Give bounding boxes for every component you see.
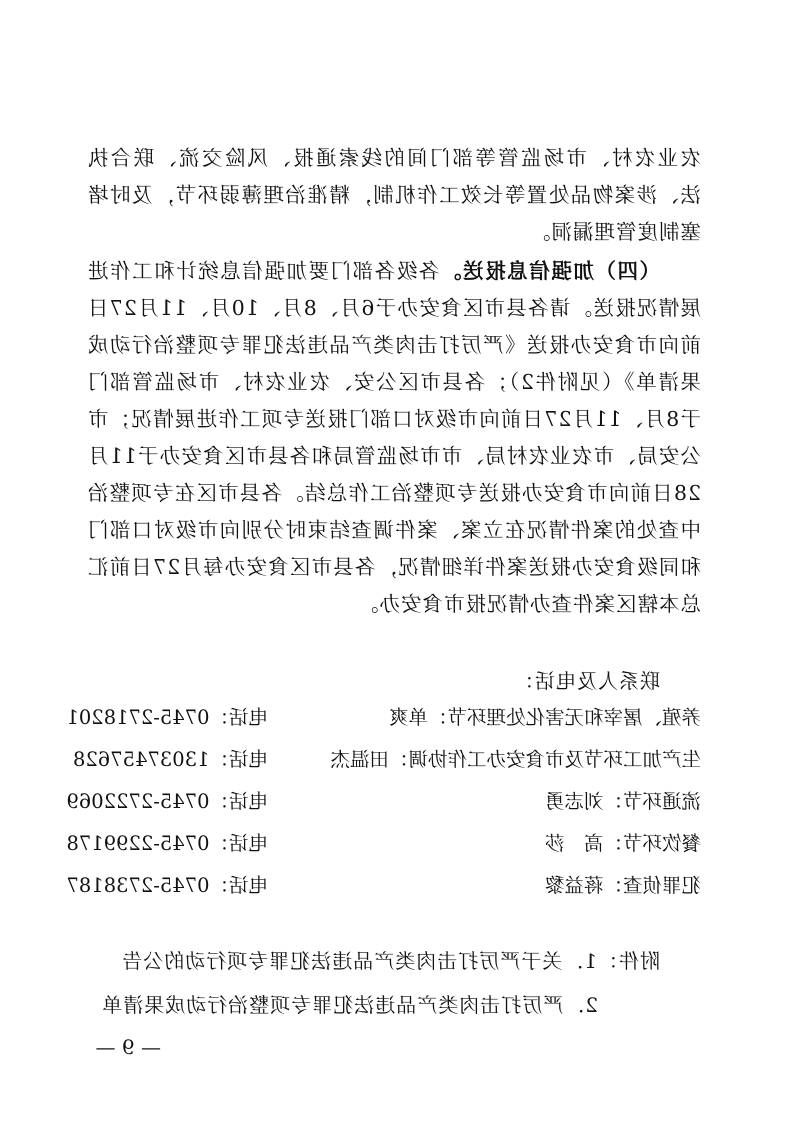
contact-row bbox=[66, 702, 701, 734]
section-heading: （四）加强信息报送。 bbox=[439, 259, 660, 283]
contact-role: 餐饮环节：高 莎 bbox=[544, 832, 701, 855]
paragraph-1: 农业农村、市场监管等部门间的线索通报、风险交流、联合执法、涉案物品处置等长效工作机制，精准治理薄弱环节，及时堵塞制度管理漏洞。 bbox=[87, 146, 701, 244]
contact-row bbox=[66, 786, 701, 818]
contact-role: 生产加工环节及市食安办工作协调：田温杰 bbox=[330, 748, 701, 771]
paragraph-2 bbox=[87, 253, 701, 623]
attachment-1 bbox=[121, 946, 660, 976]
contact-role: 养殖、屠宰和无害化处理环节：单爽 bbox=[388, 706, 701, 729]
contact-phone: 电话：0745-2718201 bbox=[66, 706, 268, 729]
attachments-label: 附件： bbox=[597, 949, 660, 973]
contact-phone: 电话：13037457628 bbox=[73, 748, 268, 771]
contact-phone: 电话：0745-2722069 bbox=[66, 790, 268, 813]
contact-role: 犯罪侦查：蒋益黎 bbox=[544, 874, 701, 897]
paragraph-2-body: 各级各部门要加强信息统计和工作进展情况报送。请各县市区食安办于6月、8月、10月、11月27日前向市食安办报送《严厉打击肉类产品违法犯罪专项整治行动成果清单》（见附件2）；各县市区公安、农业农村、市场监管部门于8月、11月27日前向市级对口部门报送专项工作进展情况；市公安局、市农业农村局、市市场监管局和各县市区食安办于11月28日前向市食安办报送专项整治工作总结。各县市区在专项整治中查处的案件情况在立案、案件调查结束时分别向市级对口部门和同级食安办报送案件详细情况，各县市区食安办每月27日前汇总本辖区案件查办情况报市食安办。 bbox=[86, 259, 701, 616]
contact-role: 流通环节：刘志勇 bbox=[544, 790, 701, 813]
attachment-1-title: 1．关于严厉打击肉类产品违法犯罪专项行动的公告 bbox=[121, 949, 597, 973]
contact-row bbox=[73, 744, 701, 776]
contact-phone: 电话：0745-2299178 bbox=[66, 832, 268, 855]
contact-row bbox=[66, 870, 701, 902]
contact-phone: 电话：0745-2738187 bbox=[66, 874, 268, 897]
attachment-2: 2．严厉打击肉类产品违法犯罪专项整治行动成果清单 bbox=[101, 993, 598, 1017]
contacts-title: 联系人及电话： bbox=[513, 669, 660, 693]
page-number: — 9 — bbox=[95, 1035, 161, 1059]
contact-row bbox=[66, 828, 701, 860]
